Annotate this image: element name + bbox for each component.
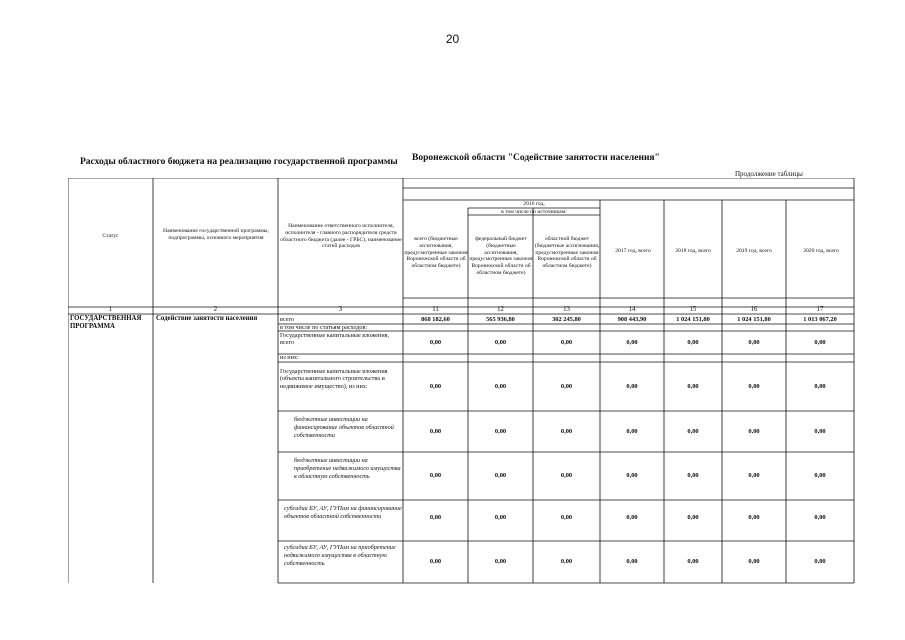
value-cell: 0,00 (626, 558, 638, 565)
value-cell: 0,00 (494, 472, 507, 479)
value-cell: 0,00 (429, 339, 442, 346)
continuation-note: Продолжение таблицы (735, 170, 803, 178)
value-cell: 0,00 (560, 339, 573, 346)
value-cell: 0,00 (748, 514, 760, 521)
value-cell: 0,00 (626, 472, 638, 479)
column-number: 2 (213, 306, 218, 313)
value-cell: 1 013 067,20 (803, 316, 837, 323)
value-cell: 0,00 (429, 383, 442, 390)
value-cell: 0,00 (626, 428, 638, 435)
table-row (403, 383, 854, 392)
value-cell: 302 245,80 (552, 316, 581, 323)
value-cell: 0,00 (429, 428, 442, 435)
value-cell: 0,00 (626, 339, 638, 346)
row-label-capital-construction: Государственные капитальные вложения (объекты капитального строительства и недвижимое имущество), из них: (280, 368, 388, 390)
header-total-2016: всего (бюджетные ассигнования, предусмотренные законом Воронежской области об областном бюджете) (404, 236, 468, 270)
row-label-subsidies-objects: субсидии БУ, АУ, ГУПам на финансирование объектов областной собственности (284, 505, 402, 520)
column-number-row (68, 306, 854, 315)
header-status: Статус (102, 233, 119, 239)
document-title: Расходы областного бюджета на реализацию государственной программы (80, 157, 398, 167)
column-number: 16 (750, 306, 758, 313)
value-cell: 0,00 (687, 472, 699, 479)
value-cell: 0,00 (494, 514, 507, 521)
column-number: 14 (628, 306, 636, 313)
row-label-subsidies-property: субсидии БУ, АУ, ГУПам на приобретение недвижимого имущества в областную собственность (284, 544, 396, 567)
header-2017: 2017 год, всего (615, 248, 651, 254)
value-cell: 565 936,80 (486, 316, 515, 323)
value-cell: 0,00 (814, 472, 826, 479)
column-number: 1 (108, 306, 113, 313)
value-cell: 0,00 (814, 558, 826, 565)
table-row (403, 514, 854, 523)
value-cell: 0,00 (494, 339, 507, 346)
row-label-of-them: из них: (280, 354, 299, 361)
value-cell: 1 024 151,80 (676, 316, 710, 323)
column-number: 3 (338, 306, 343, 313)
budget-table (68, 178, 858, 588)
value-cell: 1 024 151,80 (737, 316, 771, 323)
row-label-capital-investments: Государственные капитальные вложения, всего (280, 332, 390, 347)
column-number: 12 (497, 306, 504, 313)
row-label-by-articles: в том числе по статьям расходов: (280, 324, 368, 331)
value-cell: 0,00 (494, 383, 507, 390)
table-row (403, 428, 854, 437)
value-cell: 0,00 (560, 514, 573, 521)
value-cell: 0,00 (626, 514, 638, 521)
header-2019: 2019 год, всего (736, 248, 772, 254)
value-cell: 0,00 (560, 383, 573, 390)
column-number: 11 (432, 306, 439, 313)
header-year-2016: 2016 год, (523, 201, 545, 207)
value-cell: 0,00 (560, 472, 573, 479)
header-federal-budget: федеральный бюджет (бюджетные ассигнования, предусмотренные законом Воронежской области об областном бюджете) (469, 236, 533, 277)
header-program-name: Наименование государственной программы, подпрограммы, основного мероприятия (163, 228, 269, 241)
column-number: 17 (816, 306, 824, 313)
value-cell: 868 182,60 (421, 316, 450, 323)
value-cell: 0,00 (687, 339, 699, 346)
table-row (403, 558, 854, 567)
status-cell: ГОСУДАРСТВЕННАЯ ПРОГРАММА (70, 315, 142, 331)
value-cell: 0,00 (687, 428, 699, 435)
value-cell: 0,00 (748, 472, 760, 479)
value-cell: 0,00 (687, 558, 699, 565)
header-2018: 2018 год, всего (675, 248, 711, 254)
value-cell: 0,00 (494, 428, 507, 435)
program-name-cell: Содействие занятости населения (156, 315, 258, 322)
value-cell: 0,00 (687, 514, 699, 521)
value-cell: 0,00 (748, 428, 760, 435)
value-cell: 0,00 (560, 558, 573, 565)
value-cell: 0,00 (429, 472, 442, 479)
value-cell: 0,00 (429, 558, 442, 565)
row-label-invest-objects: бюджетные инвестиции на финансирование объектов областной собственности (294, 416, 394, 439)
column-number: 13 (563, 306, 570, 313)
page-number: 20 (445, 32, 460, 46)
column-number: 15 (689, 306, 697, 313)
value-cell: 0,00 (560, 428, 573, 435)
value-cell: 0,00 (429, 514, 442, 521)
value-cell: 908 443,90 (617, 316, 647, 323)
value-cell: 0,00 (687, 383, 699, 390)
header-2020: 2020 год, всего (803, 248, 839, 254)
header-executor: Наименование ответственного исполнителя, исполнителя - главного распорядителя средств областного бюджета (далее - ГРБС), наименование статей расходов (280, 223, 402, 250)
value-cell: 0,00 (814, 514, 826, 521)
row-label-total: всего (280, 316, 294, 323)
table-row (403, 339, 854, 348)
value-cell: 0,00 (748, 383, 760, 390)
table-row (403, 316, 854, 325)
value-cell: 0,00 (814, 339, 826, 346)
value-cell: 0,00 (748, 558, 760, 565)
table-row (403, 472, 854, 481)
header-regional-budget: областной бюджет (бюджетные ассигнования, предусмотренные законом Воронежской области об областном бюджете) (534, 236, 600, 270)
value-cell: 0,00 (494, 558, 507, 565)
header-by-sources: в том числе по источникам: (501, 208, 567, 215)
row-label-invest-property: бюджетные инвестиции на приобретение недвижимого имущества в областную собственность (294, 457, 401, 480)
value-cell: 0,00 (814, 383, 826, 390)
value-cell: 0,00 (748, 339, 760, 346)
value-cell: 0,00 (626, 383, 638, 390)
document-title-continued: Воронежской области "Содействие занятости населения" (412, 153, 660, 163)
value-cell: 0,00 (814, 428, 826, 435)
